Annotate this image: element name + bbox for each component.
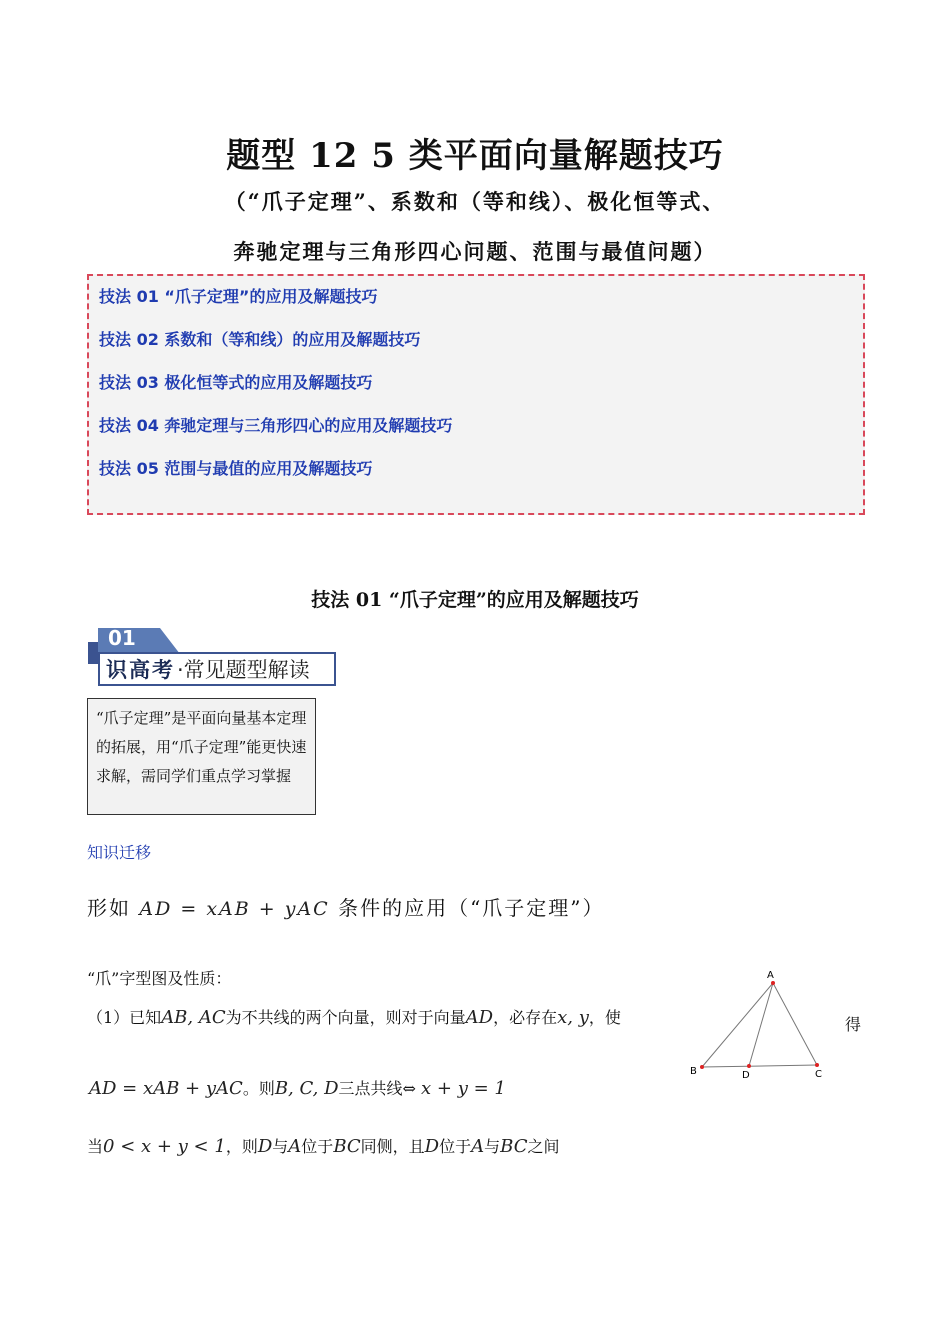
subtitle-line-1: （“爪子定理”、系数和（等和线）、极化恒等式、 xyxy=(224,189,726,214)
point-d xyxy=(747,1064,751,1068)
label-b: B xyxy=(690,1066,697,1077)
p1b-formula: AD = xAB + yAC xyxy=(89,1078,243,1099)
p1-xy: x, y xyxy=(557,1007,589,1028)
label-c: C xyxy=(815,1069,822,1080)
form-suffix: 条件的应用（“爪子定理”） xyxy=(338,896,605,920)
knowledge-label: 知识迁移 xyxy=(87,843,152,862)
toc-item-5[interactable]: 技法 05 范围与最值的应用及解题技巧 xyxy=(99,459,373,478)
point-a xyxy=(771,981,775,985)
p2-text-h: 与 xyxy=(484,1137,501,1156)
p2-text-i: 之间 xyxy=(527,1137,560,1156)
p2-segment-bc-2: BC xyxy=(500,1136,528,1157)
toc-item-2[interactable]: 技法 02 系数和（等和线）的应用及解题技巧 xyxy=(99,330,421,349)
p1-text-c: ，必存在 xyxy=(493,1008,558,1027)
segment-bc xyxy=(702,1065,817,1067)
p1-vectors: AB, AC xyxy=(161,1007,226,1028)
p1b-points: B, C, D xyxy=(274,1078,339,1099)
p2-text-g: 位于 xyxy=(439,1137,472,1156)
p1-text-b: 为不共线的两个向量，则对于向量 xyxy=(225,1008,466,1027)
note-box: “爪子定理”是平面向量基本定理的拓展，用“爪子定理”能更快速求解，需同学们重点学习掌握 xyxy=(87,698,316,815)
segment-ac xyxy=(773,983,817,1065)
page-title: 题型 12 5 类平面向量解题技巧 xyxy=(226,136,724,176)
form-formula: AD = xAB + yAC xyxy=(139,898,330,920)
p2-point-d: D xyxy=(257,1136,273,1157)
banner-title xyxy=(98,652,336,686)
p2-point-a-2: A xyxy=(471,1136,485,1157)
form-line xyxy=(87,892,605,921)
p2-text-e: 位于 xyxy=(301,1137,334,1156)
section-heading: 技法 01 “爪子定理”的应用及解题技巧 xyxy=(311,589,639,611)
property-2-line xyxy=(87,1134,560,1157)
p1-text-de: 得 xyxy=(845,1015,862,1034)
claw-intro: “爪”字型图及性质： xyxy=(87,969,232,988)
p2-segment-bc: BC xyxy=(333,1136,361,1157)
banner-title-rest: ·常见题型解读 xyxy=(177,658,310,682)
p1b-condition: x + y = 1 xyxy=(421,1078,506,1099)
p2-text-f: 同侧，且 xyxy=(360,1137,425,1156)
toc-item-4[interactable]: 技法 04 奔驰定理与三角形四心的应用及解题技巧 xyxy=(99,416,453,435)
p2-text-c: 与 xyxy=(272,1137,289,1156)
property-1-formula-line xyxy=(89,1076,506,1099)
p1b-text-a: 。则 xyxy=(242,1079,275,1098)
p2-condition: 0 < x + y < 1 xyxy=(103,1136,226,1157)
p2-point-d-2: D xyxy=(424,1136,440,1157)
label-d: D xyxy=(742,1070,750,1081)
p1-text-d: ，使 xyxy=(588,1008,621,1027)
point-b xyxy=(700,1065,704,1069)
subtitle-line-2: 奔驰定理与三角形四心问题、范围与最值问题） xyxy=(233,239,717,264)
p2-text-b: ，则 xyxy=(225,1137,258,1156)
p1-text-a: （1）已知 xyxy=(87,1008,162,1027)
p1b-text-b: 三点共线⇔ xyxy=(338,1079,416,1098)
p2-point-a: A xyxy=(288,1136,302,1157)
section-banner xyxy=(88,624,340,690)
banner-title-bold: 识高考 xyxy=(106,658,175,682)
segment-ad xyxy=(749,983,773,1066)
point-c xyxy=(815,1063,819,1067)
claw-diagram xyxy=(680,962,840,1087)
banner-number: 01 xyxy=(108,626,136,650)
toc-item-3[interactable]: 技法 03 极化恒等式的应用及解题技巧 xyxy=(99,373,373,392)
form-prefix: 形如 xyxy=(87,896,131,920)
label-a: A xyxy=(767,970,774,981)
table-of-contents xyxy=(87,274,865,515)
property-1-line xyxy=(87,1005,621,1028)
segment-ab xyxy=(702,983,773,1067)
p1-vector-ad: AD xyxy=(465,1007,494,1028)
toc-item-1[interactable]: 技法 01 “爪子定理”的应用及解题技巧 xyxy=(99,287,378,306)
p2-text-a: 当 xyxy=(87,1137,104,1156)
